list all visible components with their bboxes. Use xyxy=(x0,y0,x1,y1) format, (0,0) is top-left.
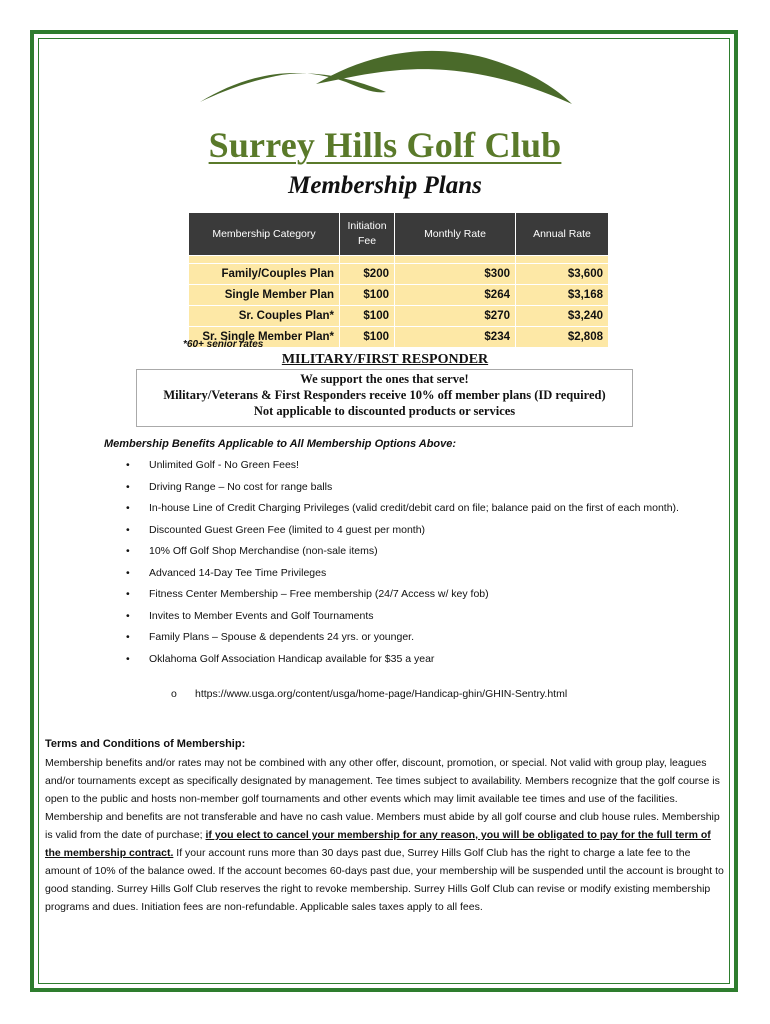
bullet-icon: • xyxy=(126,652,130,665)
military-line: Not applicable to discounted products or services xyxy=(253,404,516,418)
bullet-icon: • xyxy=(126,459,130,471)
benefit-text: Invites to Member Events and Golf Tournaments xyxy=(149,609,374,622)
cell-initiation: $200 xyxy=(340,264,395,285)
cell-category: Sr. Single Member Plan* xyxy=(189,327,340,348)
cell-monthly: $300 xyxy=(395,264,516,285)
table-row xyxy=(189,264,609,285)
list-item xyxy=(104,587,704,601)
sub-bullet-icon: o xyxy=(171,688,177,700)
cancel-policy-emphasis: if you elect to cancel your membership for any reason, you will be obligated to pay for the full term of the membership contract. xyxy=(45,829,711,859)
list-item xyxy=(104,609,704,623)
cell-initiation: $100 xyxy=(340,285,395,306)
table-header-row xyxy=(189,213,609,256)
cell-initiation: $100 xyxy=(340,327,395,348)
terms-heading: Terms and Conditions of Membership: xyxy=(45,738,246,750)
terms-text: Membership benefits and/or rates may not be combined with any other offer, discount, promotion, or special. Not valid with group play, leagues and/or tournaments except as specifically designated by management. Tee times subject to availability. Members recognize that the golf course is open to the public and hosts non-member golf tournaments and other events which may limit available tee times and use of the facilities. Membership and benefits are not transferable and have no cash value. Members must abide by all golf course and club house rules. Membership is valid from the date of purchase; xyxy=(45,757,720,841)
cell-annual: $3,168 xyxy=(516,285,609,306)
list-item xyxy=(104,544,704,558)
list-item xyxy=(104,458,704,472)
bullet-icon: • xyxy=(126,480,130,493)
table-spacer xyxy=(189,256,609,264)
handicap-link-item xyxy=(171,688,567,700)
benefit-text: Unlimited Golf - No Green Fees! xyxy=(149,459,299,471)
bullet-icon: • xyxy=(126,588,130,600)
membership-rates-table xyxy=(188,212,609,348)
cell-category: Sr. Couples Plan* xyxy=(189,306,340,327)
green-hills-logo xyxy=(196,44,576,120)
logo-hill-left xyxy=(200,73,386,102)
bullet-icon: • xyxy=(126,523,130,536)
cell-annual: $3,600 xyxy=(516,264,609,285)
page-subtitle: Membership Plans xyxy=(288,172,482,199)
bullet-icon: • xyxy=(126,609,130,622)
list-item xyxy=(104,566,704,580)
benefit-text: Oklahoma Golf Association Handicap available for $35 a year xyxy=(149,652,435,665)
benefit-text: Fitness Center Membership – Free membership (24/7 Access w/ key fob) xyxy=(149,588,489,600)
list-item xyxy=(104,480,704,494)
senior-rates-footnote: *60+ senior rates xyxy=(183,339,264,350)
cell-annual: $3,240 xyxy=(516,306,609,327)
terms-body xyxy=(45,754,725,916)
header-monthly: Monthly Rate xyxy=(395,213,516,256)
logo-hill-right xyxy=(316,51,572,104)
table-row xyxy=(189,285,609,306)
bullet-icon: • xyxy=(126,566,130,579)
benefits-list xyxy=(104,458,704,673)
cell-category: Single Member Plan xyxy=(189,285,340,306)
list-item xyxy=(104,523,704,537)
benefits-heading: Membership Benefits Applicable to All Membership Options Above: xyxy=(104,438,457,450)
military-line: We support the ones that serve! xyxy=(300,372,469,386)
benefit-text: In-house Line of Credit Charging Privileges (valid credit/debit card on file; balance paid on the first of each month). xyxy=(149,502,679,514)
header-category: Membership Category xyxy=(189,213,340,256)
military-heading: MILITARY/FIRST RESPONDER xyxy=(281,352,489,367)
header-annual: Annual Rate xyxy=(516,213,609,256)
table-row xyxy=(189,306,609,327)
bullet-icon: • xyxy=(126,545,130,557)
benefit-text: 10% Off Golf Shop Merchandise (non-sale items) xyxy=(149,545,378,557)
handicap-url[interactable]: https://www.usga.org/content/usga/home-page/Handicap-ghin/GHIN-Sentry.html xyxy=(195,688,568,700)
terms-text: If your account runs more than 30 days past due, Surrey Hills Golf Club has the right to charge a late fee to the amount of 10% of the balance owed. If the account becomes 60-days past due, your membership will be suspended until the account is brought to good standing. Surrey Hills Golf Club reserves the right to revoke membership. Surrey Hills Golf Club can revise or modify existing membership programs and dues. Initiation fees are non-refundable. Applicable sales taxes apply to all fees. xyxy=(45,847,724,913)
cell-category: Family/Couples Plan xyxy=(189,264,340,285)
list-item xyxy=(104,652,704,666)
cell-monthly: $264 xyxy=(395,285,516,306)
military-discount-box xyxy=(136,369,633,427)
header-initiation: Initiation Fee xyxy=(340,213,395,256)
cell-annual: $2,808 xyxy=(516,327,609,348)
military-line: Military/Veterans & First Responders receive 10% off member plans (ID required) xyxy=(163,388,606,402)
club-title: Surrey Hills Golf Club xyxy=(208,125,562,165)
list-item xyxy=(104,501,704,515)
benefit-text: Family Plans – Spouse & dependents 24 yrs. or younger. xyxy=(149,631,414,643)
benefit-text: Advanced 14-Day Tee Time Privileges xyxy=(149,566,327,579)
cell-monthly: $234 xyxy=(395,327,516,348)
list-item xyxy=(104,630,704,644)
bullet-icon: • xyxy=(126,631,130,643)
bullet-icon: • xyxy=(126,502,130,514)
benefit-text: Driving Range – No cost for range balls xyxy=(149,480,333,493)
cell-monthly: $270 xyxy=(395,306,516,327)
benefit-text: Discounted Guest Green Fee (limited to 4 guest per month) xyxy=(149,523,426,536)
cell-initiation: $100 xyxy=(340,306,395,327)
